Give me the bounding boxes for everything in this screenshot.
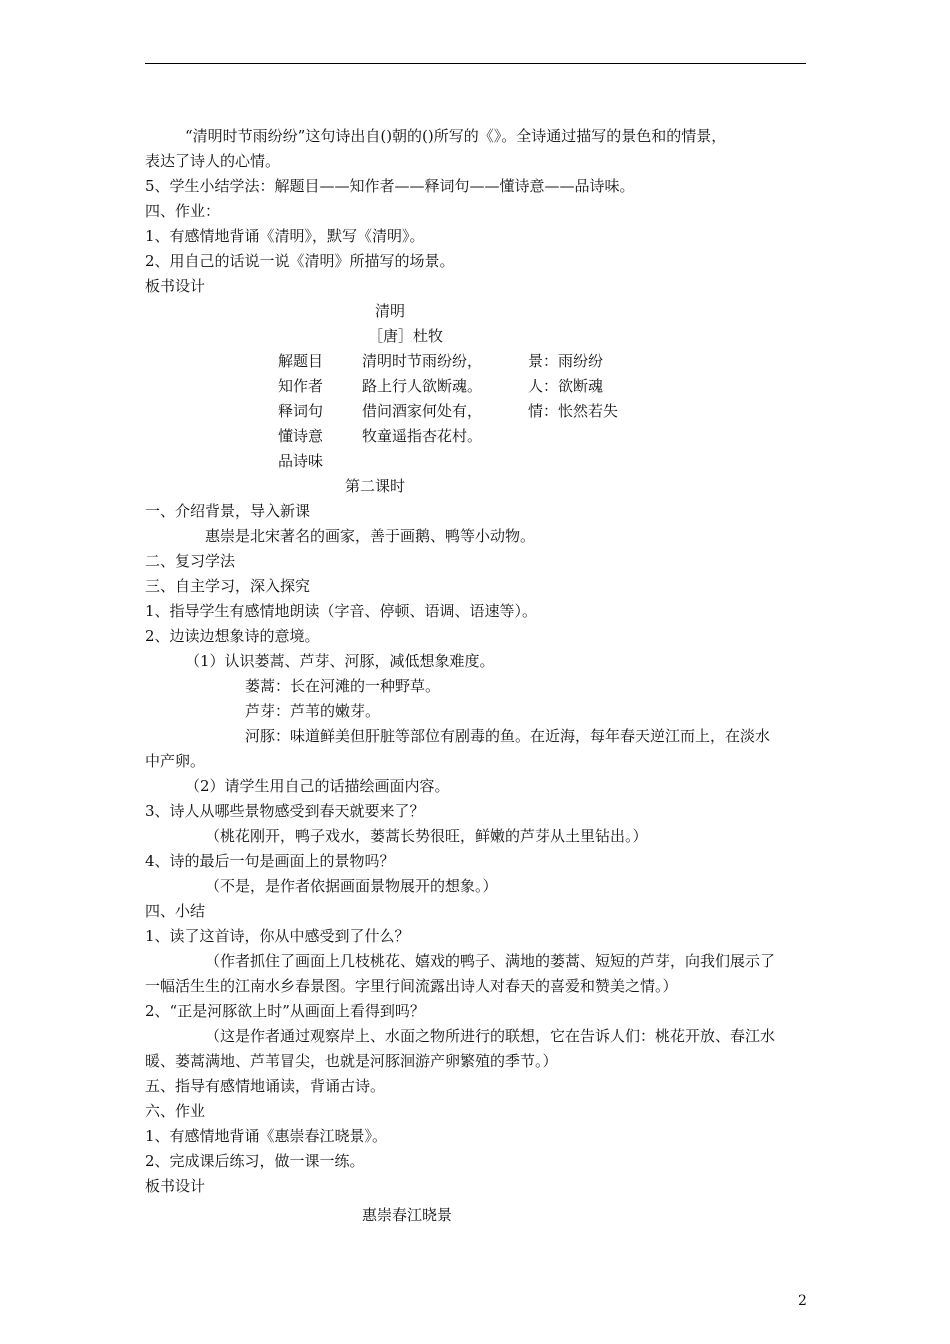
board-method: 懂诗意 xyxy=(278,427,324,445)
section-heading: 四、小结 xyxy=(145,902,206,920)
section-heading: 二、复习学法 xyxy=(145,552,236,570)
section-heading: 四、作业： xyxy=(145,202,221,220)
page-number: 2 xyxy=(798,1293,807,1309)
paragraph-line: 2、用自己的话说一说《清明》所描写的场景。 xyxy=(145,252,455,270)
board-method: 释词句 xyxy=(278,402,324,420)
paragraph-line: （不是，是作者依据画面景物展开的想象。） xyxy=(205,877,498,895)
paragraph-line: 中产卵。 xyxy=(145,752,206,770)
paragraph-line: 2、边读边想象诗的意境。 xyxy=(145,627,320,645)
paragraph-line: 惠崇是北宋著名的画家，善于画鹅、鸭等小动物。 xyxy=(205,527,536,545)
board-row xyxy=(145,424,810,449)
board-design-label: 板书设计 xyxy=(145,1177,206,1195)
board-poem-line: 借问酒家何处有， xyxy=(362,402,483,420)
paragraph-line: 1、有感情地背诵《清明》，默写《清明》。 xyxy=(145,227,425,245)
paragraph-line: 蒌蒿：长在河滩的一种野草。 xyxy=(245,677,441,695)
board-row xyxy=(145,399,810,424)
board-author: ［唐］杜牧 xyxy=(368,327,444,345)
board-poem-line: 路上行人欲断魂。 xyxy=(362,377,483,395)
board-row xyxy=(145,349,810,374)
board-method: 解题目 xyxy=(278,352,324,370)
board-poem-line: 清明时节雨纷纷， xyxy=(362,352,483,370)
paragraph-line: 暖、蒌蒿满地、芦苇冒尖，也就是河豚洄游产卵繁殖的季节。） xyxy=(145,1052,558,1070)
board-method: 知作者 xyxy=(278,377,324,395)
paragraph-line: 河豚：味道鲜美但肝脏等部位有剧毒的鱼。在近海，每年春天逆江而上，在淡水 xyxy=(245,727,771,745)
header-rule xyxy=(145,63,806,64)
section-heading: 三、自主学习，深入探究 xyxy=(145,577,311,595)
paragraph-line: （1）认识蒌蒿、芦芽、河豚，减低想象难度。 xyxy=(185,652,495,670)
paragraph-line: 表达了诗人的心情。 xyxy=(145,152,281,170)
paragraph-line: 4、诗的最后一句是画面上的景物吗？ xyxy=(145,852,395,870)
board-note: 景：雨纷纷 xyxy=(528,352,604,370)
paragraph-line: 3、诗人从哪些景物感受到春天就要来了？ xyxy=(145,802,425,820)
board-note: 人：欲断魂 xyxy=(528,377,604,395)
board-method: 品诗味 xyxy=(278,452,324,470)
paragraph-line: 1、有感情地背诵《惠崇春江晓景》。 xyxy=(145,1127,388,1145)
board-design-label: 板书设计 xyxy=(145,277,206,295)
section-heading: 一、介绍背景，导入新课 xyxy=(145,502,311,520)
paragraph-line: 芦芽：芦苇的嫩芽。 xyxy=(245,702,381,720)
paragraph-line: （桃花刚开，鸭子戏水，蒌蒿长势很旺，鲜嫩的芦芽从土里钻出。） xyxy=(205,827,648,845)
lesson-heading: 第二课时 xyxy=(345,477,406,495)
section-heading: 六、作业 xyxy=(145,1102,206,1120)
board-row xyxy=(145,449,810,474)
board-title: 惠崇春江晓景 xyxy=(362,1206,453,1224)
paragraph-line: 2、“正是河豚欲上时”从画面上看得到吗？ xyxy=(145,1002,425,1020)
paragraph-line: （这是作者通过观察岸上、水面之物所进行的联想，它在告诉人们：桃花开放、春江水 xyxy=(205,1027,776,1045)
section-heading: 五、指导有感情地诵读，背诵古诗。 xyxy=(145,1077,386,1095)
board-poem-line: 牧童遥指杏花村。 xyxy=(362,427,483,445)
paragraph-line: “清明时节雨纷纷”这句诗出自()朝的()所写的《》。全诗通过描写的景色和的情景， xyxy=(185,127,727,145)
paragraph-line: 1、读了这首诗，你从中感受到了什么？ xyxy=(145,927,410,945)
board-note: 情：怅然若失 xyxy=(528,402,619,420)
document-body xyxy=(145,124,810,1228)
paragraph-line: 1、指导学生有感情地朗读（字音、停顿、语调、语速等）。 xyxy=(145,602,538,620)
board-row xyxy=(145,374,810,399)
paragraph-line: 一幅活生生的江南水乡春景图。字里行间流露出诗人对春天的喜爱和赞美之情。） xyxy=(145,977,678,995)
paragraph-line: （2）请学生用自己的话描绘画面内容。 xyxy=(185,777,450,795)
paragraph-line: 5、学生小结学法：解题目——知作者——释词句——懂诗意——品诗味。 xyxy=(145,177,635,195)
paragraph-line: 2、完成课后练习，做一课一练。 xyxy=(145,1152,365,1170)
board-title: 清明 xyxy=(375,302,406,320)
paragraph-line: （作者抓住了画面上几枝桃花、嬉戏的鸭子、满地的蒌蒿、短短的芦芽，向我们展示了 xyxy=(205,952,776,970)
